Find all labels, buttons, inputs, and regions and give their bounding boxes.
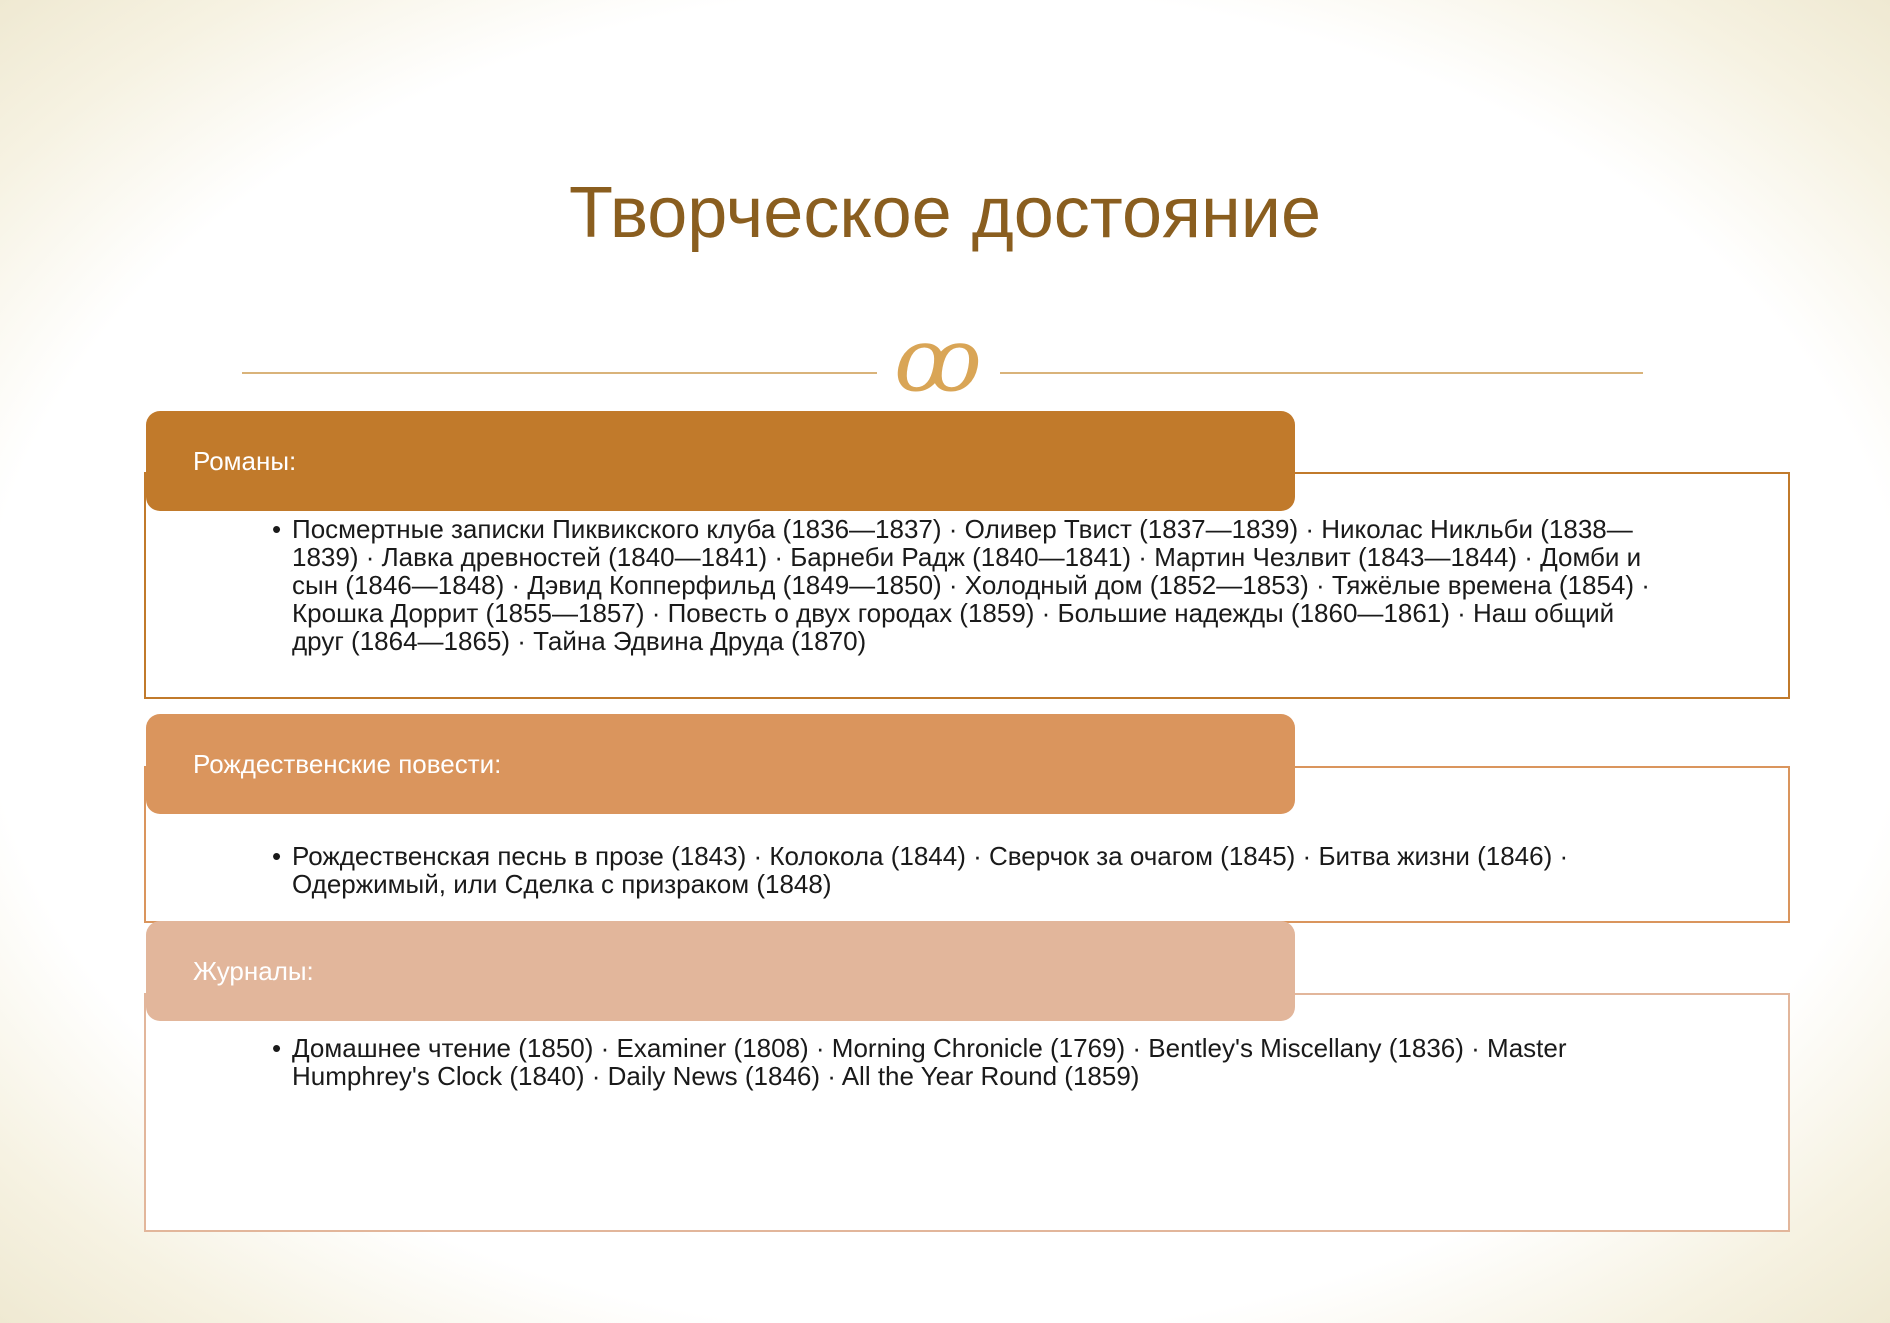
christmas-list [272, 842, 1672, 898]
bullet: • [272, 841, 282, 871]
journals-header-label: Журналы: [193, 956, 314, 986]
journals-panel [144, 993, 1790, 1232]
journals-header [146, 921, 1295, 1021]
journals-text: Домашнее чтение (1850) · Examiner (1808) · Morning Chronicle (1769) · Bentley's Miscellany (1836) · Master Humphrey's Clock (1840) · Daily News (1846) · All the Year Round (1859) [292, 1033, 1567, 1091]
bullet: • [272, 1033, 282, 1063]
novels-header-label: Романы: [193, 446, 297, 476]
divider-right [1000, 372, 1643, 374]
christmas-header [146, 714, 1295, 814]
christmas-header-label: Рождественские повести: [193, 749, 502, 779]
flourish-icon: ꝏ [894, 308, 982, 411]
divider-left [242, 372, 877, 374]
bullet: • [272, 514, 282, 544]
christmas-text: Рождественская песнь в прозе (1843) · Колокола (1844) · Сверчок за очагом (1845) · Битва жизни (1846) · Одержимый, или Сделка с призраком (1848) [292, 841, 1569, 899]
journals-list [272, 1034, 1672, 1090]
slide-title: Творческое достояние [569, 173, 1321, 253]
novels-list [272, 515, 1672, 655]
novels-header [146, 411, 1295, 511]
novels-text: Посмертные записки Пиквикского клуба (1836—1837) · Оливер Твист (1837—1839) · Николас Никльби (1838—1839) · Лавка древностей (1840—1841) · Барнеби Радж (1840—1841) · Мартин Чезлвит (1843—1844) · Домби и сын (1846—1848) · Дэвид Копперфильд (1849—1850) · Холодный дом (1852—1853) · Тяжёлые времена (1854) · Крошка Доррит (1855—1857) · Повесть о двух городах (1859) · Большие надежды (1860—1861) · Наш общий друг (1864—1865) · Тайна Эдвина Друда (1870) [292, 514, 1650, 656]
